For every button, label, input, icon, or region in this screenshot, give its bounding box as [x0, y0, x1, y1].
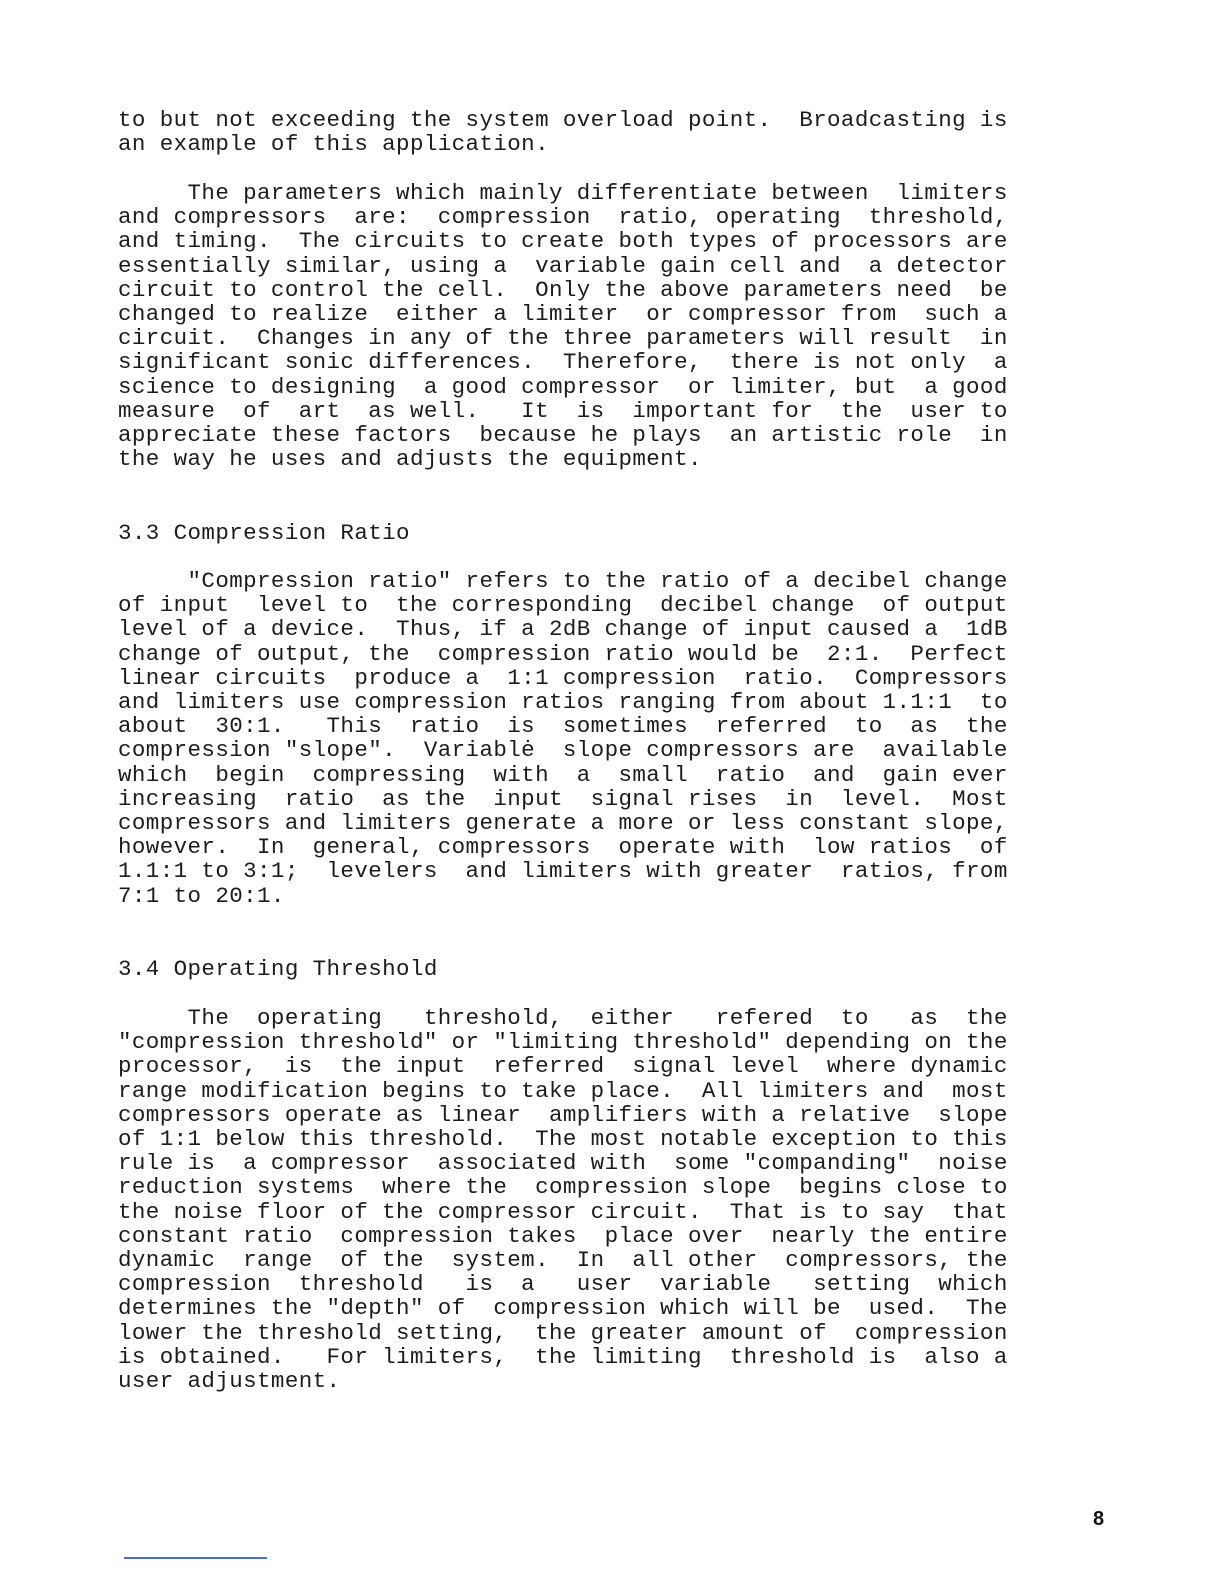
- paragraph-parameters: The parameters which mainly differentiate between limiters and compressors are: compression ratio, operating threshold, and timing. The circuits to create both types of processors are essentially similar, using a variable gain cell and a detector circuit to control the cell. Only the above parameters need be changed to realize either a limiter or compressor from such a circuit. Changes in any of the three parameters will result in significant sonic differences. Therefore, there is not only a science to designing a good compressor or limiter, but a good measure of art as well. It is important for the user to appreciate these factors because he plays an artistic role in the way he uses and adjusts the equipment.: [118, 180, 1008, 473]
- section-heading-compression-ratio: 3.3 Compression Ratio: [118, 520, 410, 546]
- footnote-rule: [124, 1557, 267, 1559]
- paragraph-compression-ratio: "Compression ratio" refers to the ratio of a decibel change of input level to the corresponding decibel change of output level of a device. Thus, if a 2dB change of input caused a 1dB change of output, the compression ratio would be 2:1. Perfect linear circuits produce a 1:1 compression ratio. Compressors and limiters use compression ratios ranging from about 1.1:1 to about 30:1. This ratio is sometimes referred to as the compression "slope". Variablė slope compressors are available which begin compressing with a small ratio and gain ever increasing ratio as the input signal rises in level. Most compressors and limiters generate a more or less constant slope, however. In general, compressors operate with low ratios of 1.1:1 to 3:1; levelers and limiters with greater ratios, from 7:1 to 20:1.: [118, 568, 1008, 909]
- section-heading-operating-threshold: 3.4 Operating Threshold: [118, 956, 438, 982]
- page-number: 8: [1093, 1508, 1105, 1530]
- paragraph-intro-continued: to but not exceeding the system overload point. Broadcasting is an example of this application.: [118, 107, 1008, 158]
- paragraph-operating-threshold: The operating threshold, either refered to as the "compression threshold" or "limiting threshold" depending on the processor, is the input referred signal level where dynamic range modification begins to take place. All limiters and most compressors operate as linear amplifiers with a relative slope of 1:1 below this threshold. The most notable exception to this rule is a compressor associated with some "companding" noise reduction systems where the compression slope begins close to the noise floor of the compressor circuit. That is to say that constant ratio compression takes place over nearly the entire dynamic range of the system. In all other compressors, the compression threshold is a user variable setting which determines the "depth" of compression which will be used. The lower the threshold setting, the greater amount of compression is obtained. For limiters, the limiting threshold is also a user adjustment.: [118, 1005, 1008, 1395]
